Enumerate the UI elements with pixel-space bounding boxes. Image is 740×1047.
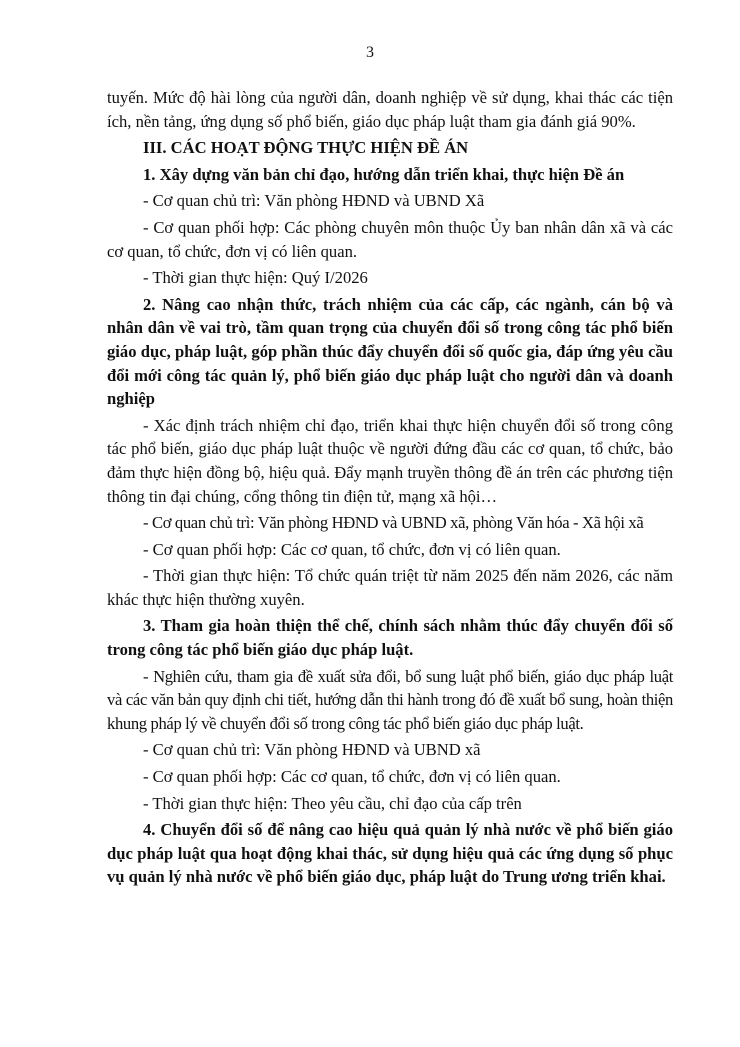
item-2-description: - Xác định trách nhiệm chỉ đạo, triển khai thực hiện chuyển đổi số trong công tác phổ biến, giáo dục pháp luật thuộc về người đứng đầu các cơ quan, tổ chức, bảo đảm thực hiện đồng bộ, hiệu quả. Đẩy mạnh truyền thông đề án trên các phương tiện thông tin đại chúng, cổng thông tin điện tử, mạng xã hội…	[107, 415, 673, 506]
item-4-heading: 4. Chuyển đổi số để nâng cao hiệu quả quản lý nhà nước về phổ biến giáo dục pháp luật qua hoạt động khai thác, sử dụng hiệu quả các ứng dụng số phục vụ quản lý nhà nước về phổ biến giáo dục, pháp luật do Trung ương triển khai.	[107, 820, 673, 887]
item-2-coordinating-agency: - Cơ quan phối hợp: Các cơ quan, tổ chức, đơn vị có liên quan.	[143, 539, 561, 559]
item-3-description: - Nghiên cứu, tham gia đề xuất sửa đổi, bổ sung luật phổ biến, giáo dục pháp luật và các văn bản quy định chi tiết, hướng dẫn thi hành trong đó đề xuất bổ sung, hoàn thiện khung pháp lý về chuyển đổi số trong công tác phổ biến giáo dục pháp luật.	[107, 666, 673, 733]
item-2-heading: 2. Nâng cao nhận thức, trách nhiệm của các cấp, các ngành, cán bộ và nhân dân về vai trò, tầm quan trọng của chuyển đổi số trong công tác phổ biến giáo dục, pháp luật, góp phần thúc đẩy chuyển đổi số quốc gia, đáp ứng yêu cầu đổi mới công tác quản lý, phổ biến giáo dục pháp luật cho người dân và doanh nghiệp	[107, 294, 673, 409]
section-heading: III. CÁC HOẠT ĐỘNG THỰC HIỆN ĐỀ ÁN	[143, 138, 469, 158]
intro-paragraph: tuyến. Mức độ hài lòng của người dân, doanh nghiệp về sử dụng, khai thác các tiện ích, nền tảng, ứng dụng số phổ biến, giáo dục pháp luật tham gia đánh giá 90%.	[107, 88, 673, 131]
item-2-lead-agency: - Cơ quan chủ trì: Văn phòng HĐND và UBND xã, phòng Văn hóa - Xã hội xã	[143, 513, 644, 533]
item-1-timeline: - Thời gian thực hiện: Quý I/2026	[143, 268, 368, 288]
page-number: 3	[366, 44, 374, 61]
item-1-lead-agency: - Cơ quan chủ trì: Văn phòng HĐND và UBND Xã	[143, 191, 485, 211]
item-3-timeline: - Thời gian thực hiện: Theo yêu cầu, chỉ đạo của cấp trên	[143, 793, 522, 813]
item-3-lead-agency: - Cơ quan chủ trì: Văn phòng HĐND và UBND xã	[143, 740, 481, 760]
document-body	[107, 86, 673, 889]
item-1-coordinating-agency: - Cơ quan phối hợp: Các phòng chuyên môn thuộc Ủy ban nhân dân xã và các cơ quan, tổ chức, đơn vị có liên quan.	[107, 217, 673, 261]
item-3-heading: 3. Tham gia hoàn thiện thể chế, chính sách nhằm thúc đẩy chuyển đổi số trong công tác phổ biến giáo dục pháp luật.	[107, 616, 673, 660]
item-3-coordinating-agency: - Cơ quan phối hợp: Các cơ quan, tổ chức, đơn vị có liên quan.	[143, 767, 561, 787]
item-2-timeline: - Thời gian thực hiện: Tổ chức quán triệt từ năm 2025 đến năm 2026, các năm khác thực hiện thường xuyên.	[107, 566, 673, 609]
item-1-heading: 1. Xây dựng văn bản chỉ đạo, hướng dẫn triển khai, thực hiện Đề án	[143, 164, 625, 184]
